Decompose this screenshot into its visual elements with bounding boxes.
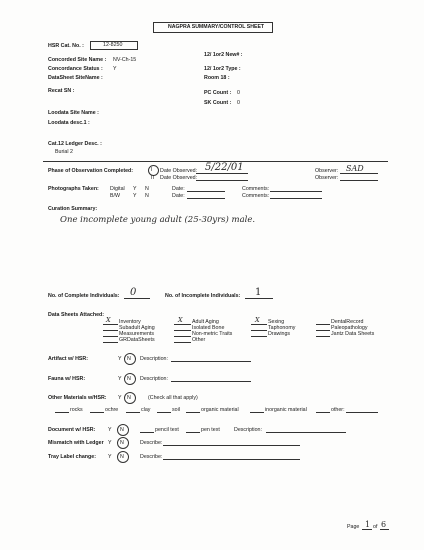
other-material-check-line xyxy=(316,412,330,413)
sexing-check-line xyxy=(251,324,267,325)
complete-individuals-value: 0 xyxy=(130,287,137,298)
other-sheet-check-line xyxy=(174,342,191,343)
page-of-label: of xyxy=(373,524,378,530)
photo-bw-yes: Y xyxy=(133,193,137,199)
mismatch-describe-label: Describe: xyxy=(140,440,163,446)
sk-count-label: SK Count : xyxy=(204,100,232,106)
observer-1-label: Observer: xyxy=(315,168,339,174)
pc-count-value: 0 xyxy=(237,90,240,96)
fauna-description-label: Description: xyxy=(140,376,168,382)
photo-comments-1-line xyxy=(270,191,322,192)
document-description-label: Description: xyxy=(234,427,262,433)
photo-date-1-line xyxy=(187,191,225,192)
incomplete-individuals-value: 1 xyxy=(255,287,262,298)
fauna-yes: Y xyxy=(118,376,122,382)
document-no: N xyxy=(120,427,124,433)
dental-record-label: DentalRecord xyxy=(331,319,364,325)
soil-check-line xyxy=(157,412,171,413)
organic-check-line xyxy=(186,412,200,413)
observer-value: SAD xyxy=(346,164,364,173)
document-label: Document w/ HSR: xyxy=(48,427,96,433)
mismatch-describe-line xyxy=(163,445,300,446)
adult-aging-check-mark: X xyxy=(178,316,183,324)
non-metric-check-line xyxy=(174,336,191,337)
date-observed-2-line xyxy=(196,180,248,181)
concordance-status-label: Concordance Status : xyxy=(48,66,103,72)
artifact-yes: Y xyxy=(118,356,122,362)
concorded-site-value: NV-Ch-15 xyxy=(113,57,137,63)
pen-text-label: pen text xyxy=(201,427,220,433)
isolated-bone-label: Isolated Bone xyxy=(192,325,225,331)
adult-aging-check-line xyxy=(174,324,191,325)
isolated-bone-check-line xyxy=(174,330,191,331)
other-material-label: other: xyxy=(331,407,345,413)
soil-label: soil xyxy=(172,407,180,413)
date-observed-1-line xyxy=(196,173,248,174)
pencil-text-check-line xyxy=(140,432,154,433)
drawings-label: Drawings xyxy=(268,331,291,337)
hsr-cat-value: 12-8250 xyxy=(103,42,123,48)
artifact-label: Artifact w/ HSR: xyxy=(48,356,89,362)
loodata-site-label: Loodata Site Name : xyxy=(48,110,99,116)
artifact-no: N xyxy=(127,356,131,362)
other-materials-label: Other Materials w/HSR: xyxy=(48,395,107,401)
concordance-status-value: Y xyxy=(113,66,117,72)
phase-observation-label: Phase of Observation Completed: xyxy=(48,168,134,174)
fauna-label: Fauna w/ HSR: xyxy=(48,376,86,382)
tray-label-change-label: Tray Label change: xyxy=(48,454,96,460)
jantz-label: Jantz Data Sheets xyxy=(331,331,375,337)
page-current-value: 1 xyxy=(365,520,371,529)
sk-count-value: 0 xyxy=(237,100,240,106)
photo-comments-2-line xyxy=(270,198,322,199)
other-materials-no: N xyxy=(127,395,131,401)
observer-2-line xyxy=(340,180,378,181)
curation-summary-label: Curation Summary: xyxy=(48,206,98,212)
paleopathology-check-line xyxy=(316,330,330,331)
subadult-aging-check-line xyxy=(103,330,118,331)
measurements-label: Measurements xyxy=(119,331,155,337)
ochre-check-line xyxy=(90,412,104,413)
observer-2-label: Observer: xyxy=(315,175,339,181)
adult-aging-label: Adult Aging xyxy=(192,319,219,325)
document-description-line xyxy=(266,432,346,433)
pc-count-label: PC Count : xyxy=(204,90,232,96)
artifact-description-line xyxy=(171,361,251,362)
curation-summary-note: One incomplete young adult (25-30yrs) male. xyxy=(60,215,256,225)
pen-text-check-line xyxy=(186,432,200,433)
datasheets-label: Data Sheets Attached: xyxy=(48,312,105,318)
artifact-description-label: Description: xyxy=(140,356,168,362)
fauna-no: N xyxy=(127,376,131,382)
mismatch-no: N xyxy=(120,440,124,446)
jantz-check-line xyxy=(316,336,330,337)
other-materials-yes: Y xyxy=(118,395,122,401)
ledger-desc-value: Burial 2 xyxy=(55,149,73,155)
photo-digital-label: Digital xyxy=(110,186,125,192)
rocks-check-line xyxy=(55,412,69,413)
new-number-label: 12/ 1or2 New# : xyxy=(204,52,243,58)
complete-individuals-label: No. of Complete Individuals: xyxy=(48,293,120,299)
dental-record-check-line xyxy=(316,324,330,325)
sexing-label: Sexing xyxy=(268,319,285,325)
tray-describe-label: Describe: xyxy=(140,454,163,460)
non-metric-label: Non-metric Traits xyxy=(192,331,233,337)
tray-no: N xyxy=(120,454,124,460)
inventory-check-mark: X xyxy=(106,316,111,324)
photographs-label: Photographs Taken: xyxy=(48,186,99,192)
photo-digital-no: N xyxy=(145,186,149,192)
date-observed-1-label: Date Observed: xyxy=(160,168,198,174)
page-current-line xyxy=(362,529,372,530)
clay-label: clay xyxy=(141,407,151,413)
photo-comments-1-label: Comments: xyxy=(242,186,270,192)
loodata-desc-label: Loodata desc.1 : xyxy=(48,120,90,126)
inorganic-material-label: inorganic material xyxy=(265,407,307,413)
paleopathology-label: Paleopathology xyxy=(331,325,368,331)
tray-yes: Y xyxy=(108,454,112,460)
recat-sn-label: Recat SN : xyxy=(48,88,75,94)
taphonomy-check-line xyxy=(251,330,267,331)
organic-material-label: organic material xyxy=(201,407,239,413)
grdatasheets-check-line xyxy=(103,342,118,343)
subadult-aging-label: Subadult Aging xyxy=(119,325,155,331)
other-materials-check-note: (Check all that apply) xyxy=(148,395,198,401)
type-label: 12/ 1or2 Type : xyxy=(204,66,241,72)
observer-1-line xyxy=(340,173,378,174)
date-observed-value: 5/22/01 xyxy=(205,162,244,173)
drawings-check-line xyxy=(251,336,267,337)
ledger-desc-label: Cat.12 Ledger Desc. : xyxy=(48,141,102,147)
phase-one-label: I xyxy=(151,167,153,173)
taphonomy-label: Taphonomy xyxy=(268,325,296,331)
photo-comments-2-label: Comments: xyxy=(242,193,270,199)
photo-date-2-label: Date: xyxy=(172,193,185,199)
inventory-label: Inventory xyxy=(119,319,141,325)
photo-digital-yes: Y xyxy=(133,186,137,192)
sexing-check-mark: X xyxy=(255,316,260,324)
photo-bw-no: N xyxy=(145,193,149,199)
tray-describe-line xyxy=(163,459,300,460)
fauna-description-line xyxy=(171,381,251,382)
inorganic-check-line xyxy=(250,412,264,413)
phase-two-label: II xyxy=(151,175,154,181)
incomplete-individuals-label: No. of Incomplete Individuals: xyxy=(165,293,241,299)
document-yes: Y xyxy=(108,427,112,433)
hsr-cat-label: HSR Cat. No. : xyxy=(48,43,84,49)
rocks-label: rocks xyxy=(70,407,83,413)
pencil-text-label: pencil text xyxy=(155,427,179,433)
other-sheet-label: Other xyxy=(192,337,206,343)
concorded-site-label: Concorded Site Name : xyxy=(48,57,107,63)
measurements-check-line xyxy=(103,336,118,337)
other-material-line xyxy=(346,412,378,413)
complete-individuals-line xyxy=(124,298,150,299)
clay-check-line xyxy=(126,412,140,413)
inventory-check-line xyxy=(103,324,118,325)
room-label: Room 18 : xyxy=(204,75,230,81)
page-total-line xyxy=(380,529,389,530)
page-title: NAGPRA SUMMARY/CONTROL SHEET xyxy=(168,24,265,30)
ochre-label: ochre xyxy=(105,407,119,413)
incomplete-individuals-line xyxy=(245,298,273,299)
photo-date-1-label: Date: xyxy=(172,186,185,192)
page-total-value: 6 xyxy=(381,520,387,529)
page-label: Page xyxy=(347,524,360,530)
date-observed-2-label: Date Observed: xyxy=(160,175,198,181)
mismatch-ledger-label: Mismatch with Ledger xyxy=(48,440,104,446)
grdatasheets-label: GRDataSheets xyxy=(119,337,155,343)
datasheet-sitename-label: DataSheet SiteName : xyxy=(48,75,103,81)
photo-bw-label: B/W xyxy=(110,193,121,199)
mismatch-yes: Y xyxy=(108,440,112,446)
photo-date-2-line xyxy=(187,198,225,199)
